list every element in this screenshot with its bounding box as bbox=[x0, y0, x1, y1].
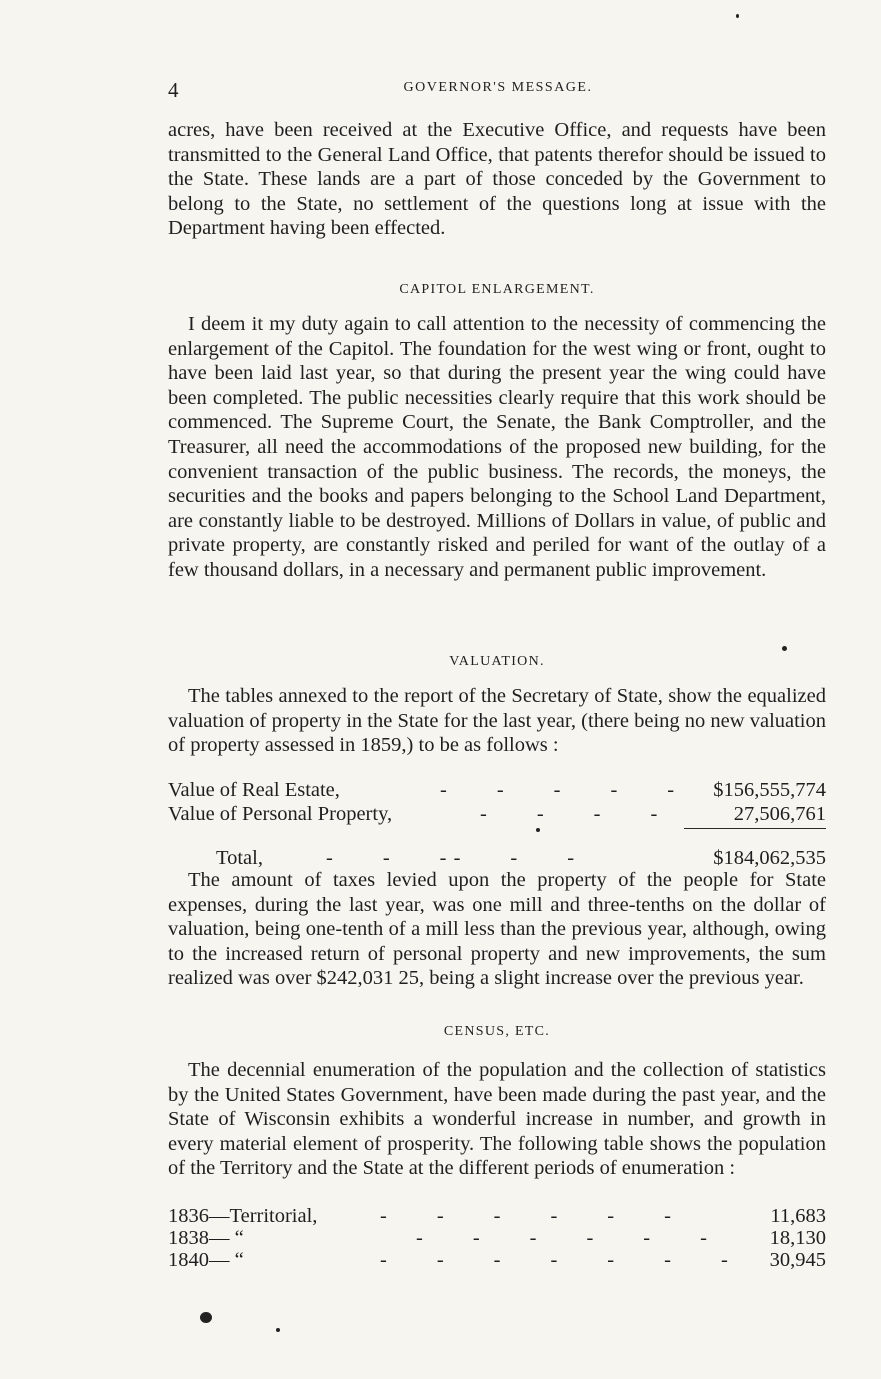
capitol-section bbox=[168, 312, 826, 583]
valuation-heading: VALUATION. bbox=[449, 654, 545, 669]
capitol-paragraph: I deem it my duty again to call attention to the necessity of commencing the enlargement of the Capitol. The foundation for the west wing or front, ought to have been laid last year, so that during the present year the wing could have been completed. The public necessities clearly require that this work should be commenced. The Supreme Court, the Senate, the Bank Comptroller, and the Treasurer, all need the accommodations of the proposed new building, for the convenient transaction of the public business. The records, the moneys, the securities and the books and papers belonging to the School Land Department, are constantly liable to be destroyed. Millions of Dollars in value, of public and private property, are constantly risked and periled for want of the outlay of a few thousand dollars, in a necessary and permanent public improvement. bbox=[168, 313, 826, 581]
valuation-row-label: Value of Personal Property, bbox=[168, 803, 393, 825]
census-row bbox=[168, 1204, 826, 1228]
lands-paragraph: acres, have been received at the Executive Office, and requests have been transmitted to the General Land Office, that patents therefor should be issued to the State. These lands are a part of those conceded by the Government to belong to the State, no settlement of the questions long at issue with the Department having been effected. bbox=[168, 119, 826, 240]
page-header bbox=[168, 78, 828, 102]
census-row-label: 1838— “ bbox=[168, 1227, 244, 1249]
ink-speck bbox=[536, 828, 540, 832]
census-row-label: 1836—Territorial, bbox=[168, 1205, 318, 1227]
census-row-value: 18,130 bbox=[769, 1227, 826, 1249]
valuation-row-label: Value of Real Estate, bbox=[168, 779, 340, 801]
capitol-heading: CAPITOL ENLARGEMENT. bbox=[399, 282, 595, 297]
census-heading: CENSUS, ETC. bbox=[443, 1024, 551, 1039]
valuation-intro-block bbox=[168, 684, 826, 758]
total-value: $184,062,535 bbox=[713, 847, 826, 869]
ink-speck bbox=[782, 646, 787, 651]
census-row-label: 1840— “ bbox=[168, 1249, 244, 1271]
total-label: Total, bbox=[216, 847, 263, 869]
leader-dots: - - - - bbox=[480, 803, 659, 825]
leader-dots: - - - - - - bbox=[326, 847, 576, 869]
taxes-block bbox=[168, 868, 826, 991]
sum-rule bbox=[684, 828, 826, 829]
valuation-row-value: $156,555,774 bbox=[713, 779, 826, 801]
valuation-intro: The tables annexed to the report of the Secretary of State, show the equalized valuation of property in the State for the last year, (there being no new valuation of property assessed in 1859,) to be as follows : bbox=[168, 685, 826, 757]
page-number: 4 bbox=[168, 78, 179, 102]
census-row bbox=[168, 1248, 826, 1272]
census-row-value: 30,945 bbox=[769, 1249, 826, 1271]
leader-dots: - - - - - bbox=[440, 779, 676, 801]
census-section bbox=[168, 1058, 826, 1181]
ink-speck bbox=[276, 1328, 280, 1332]
valuation-row-value: 27,506,761 bbox=[733, 803, 826, 825]
lands-paragraph-block bbox=[168, 118, 826, 241]
leader-dots: - - - - - - bbox=[380, 1205, 672, 1227]
census-paragraph: The decennial enumeration of the population and the collection of statistics by the United States Government, have been made during the past year, and the State of Wisconsin exhibits a wonderful increase in number, and growth in every material element of prosperity. The following table shows the population of the Territory and the State at the different periods of enumeration : bbox=[168, 1059, 826, 1180]
census-row-value: 11,683 bbox=[770, 1205, 826, 1227]
leader-dots: - - - - - - bbox=[416, 1227, 708, 1249]
ink-blot bbox=[200, 1312, 212, 1323]
taxes-paragraph: The amount of taxes levied upon the property of the people for State expenses, during the last year, was one mill and three-tenths on the dollar of valuation, being one-tenth of a mill less than the previous year, although, owing to the increased return of personal property and new improvements, the sum realized was over $242,031 25, being a slight increase over the previous year. bbox=[168, 869, 826, 990]
valuation-row bbox=[168, 778, 826, 802]
census-row bbox=[168, 1226, 826, 1250]
ink-speck bbox=[736, 14, 739, 18]
leader-dots: - - - - - - - bbox=[380, 1249, 729, 1271]
valuation-row bbox=[168, 802, 826, 826]
running-head: GOVERNOR'S MESSAGE. bbox=[403, 80, 593, 95]
valuation-total-row bbox=[168, 846, 826, 870]
